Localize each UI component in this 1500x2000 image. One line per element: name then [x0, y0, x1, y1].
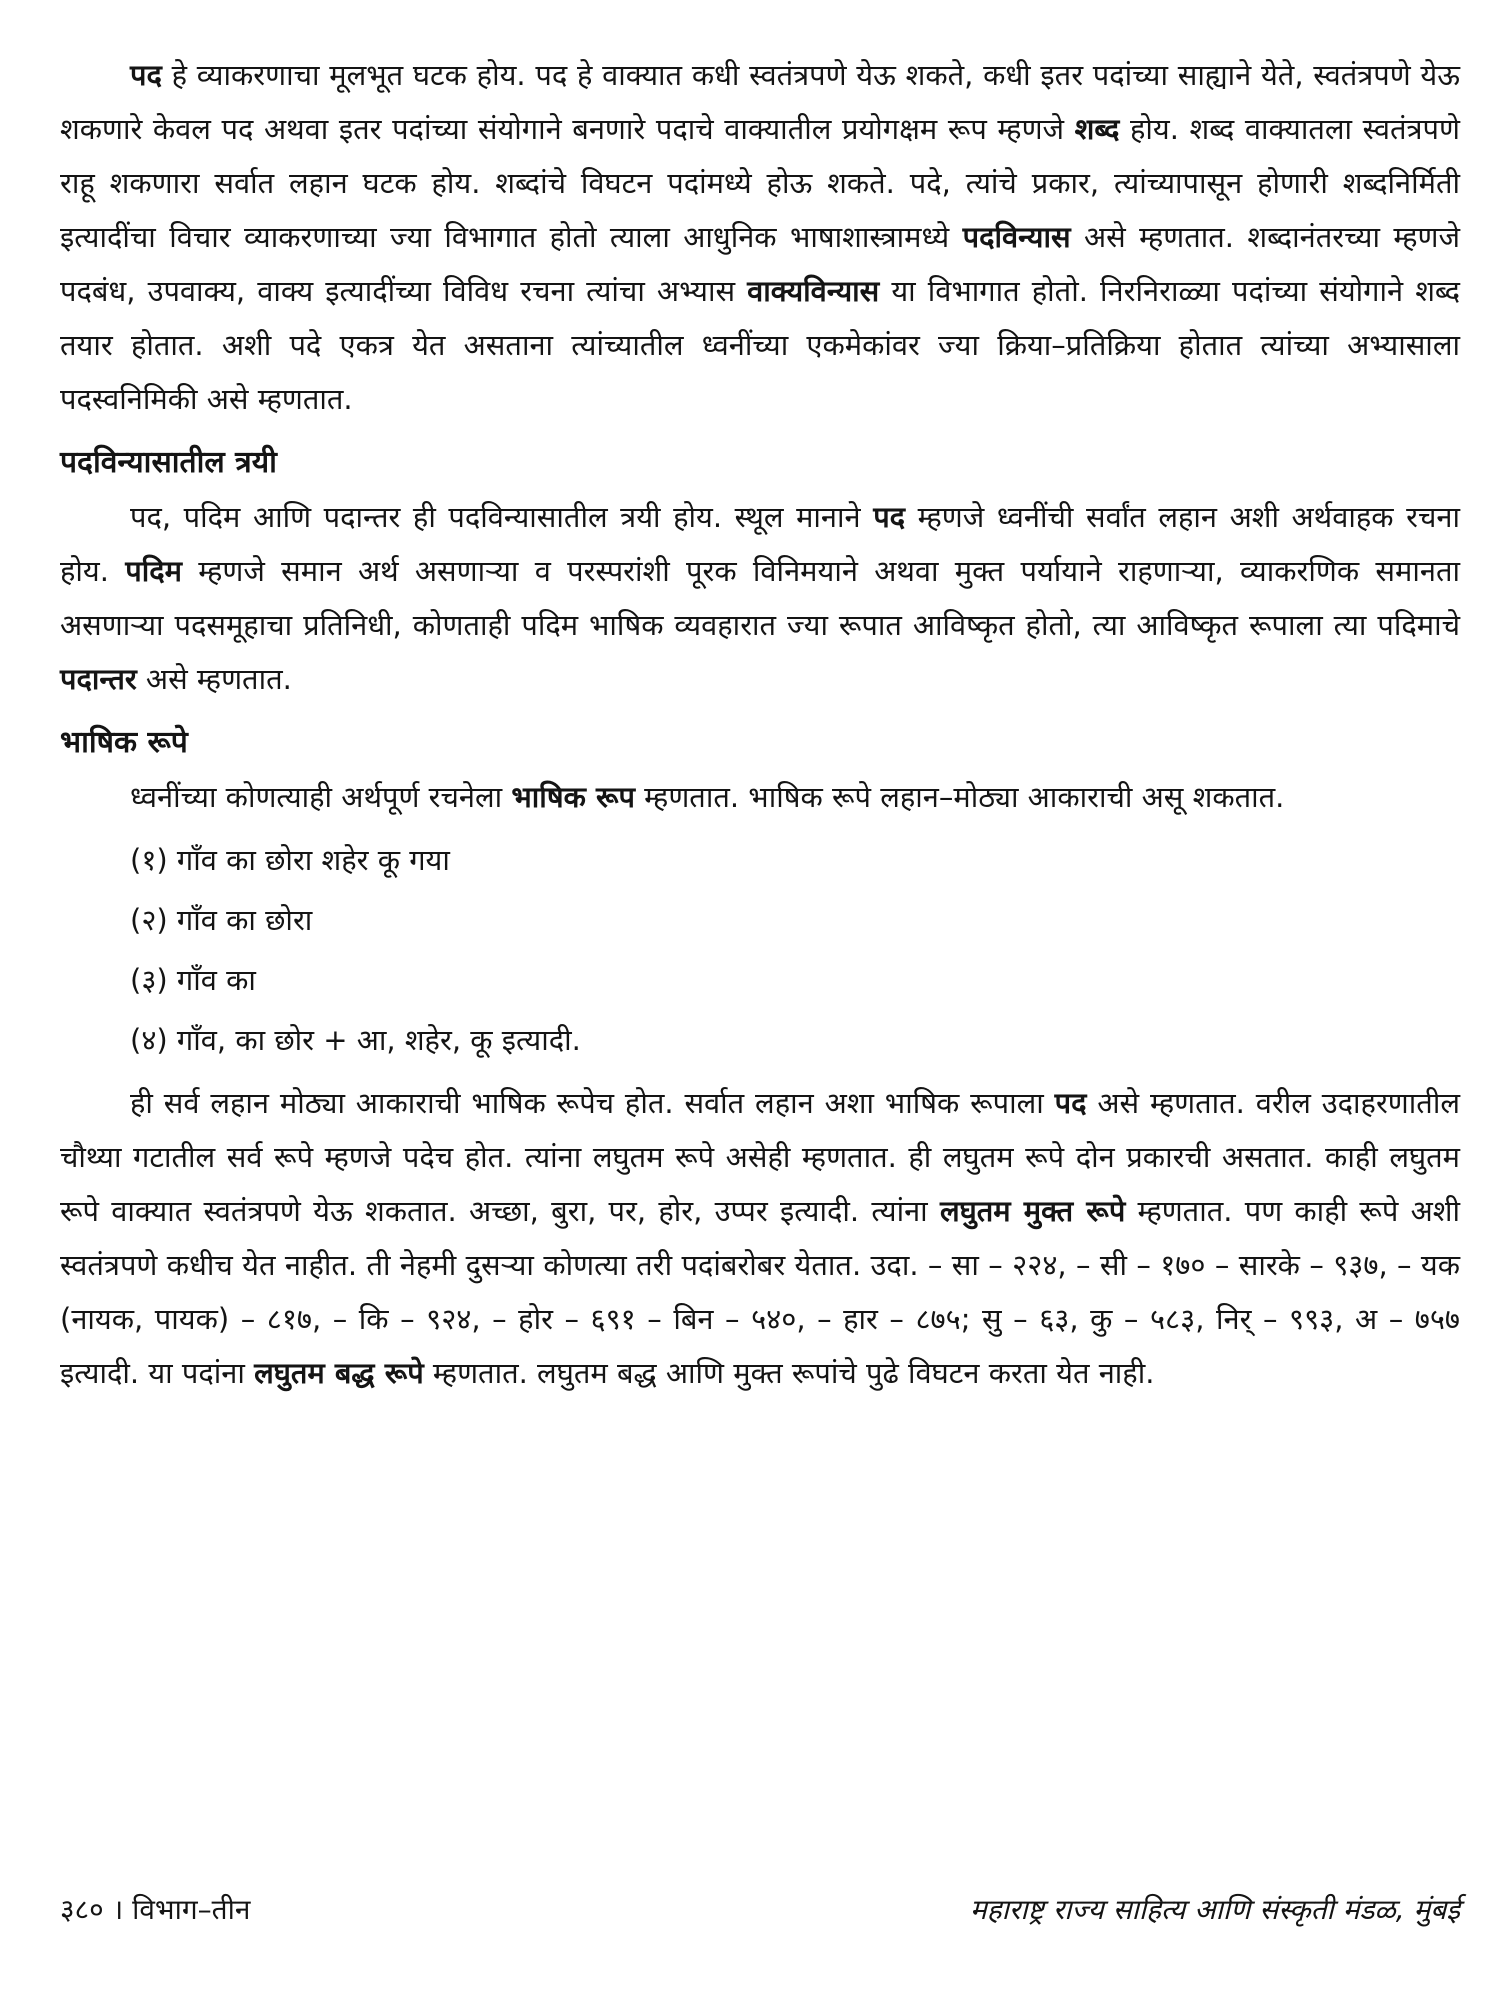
- example-item: (२) गाँव का छोरा: [130, 903, 313, 937]
- paragraph-pad-intro: [60, 48, 1460, 426]
- example-item: (३) गाँव का: [130, 963, 256, 997]
- text-run: ध्वनींच्या कोणत्याही अर्थपूर्ण रचनेला: [130, 780, 512, 814]
- term-vakyavinyas: वाक्यविन्यास: [747, 274, 880, 308]
- text-run: म्हणजे समान अर्थ असणाऱ्या व परस्परांशी पूरक विनिमयाने अथवा मुक्त पर्यायाने राहणाऱ्या, व्याकरणिक समानता असणाऱ्या पदसमूहाचा प्रतिनिधी, कोणताही पदिम भाषिक व्यवहारात ज्या रूपात आविष्कृत होतो, त्या आविष्कृत रूपाला त्या पदिमाचे: [60, 554, 1460, 642]
- term-shabda: शब्द: [1074, 112, 1120, 146]
- footer-page-number: ३८० । विभाग–तीन: [60, 1893, 251, 1926]
- text-run: ही सर्व लहान मोठ्या आकाराची भाषिक रूपेच होत. सर्वात लहान अशा भाषिक रूपाला: [130, 1086, 1055, 1120]
- term-bhashik-rup: भाषिक रूप: [511, 780, 635, 814]
- term-laghutam-mukta-rupe: लघुतम मुक्त रूपे: [939, 1194, 1126, 1228]
- term-laghutam-baddha-rupe: लघुतम बद्ध रूपे: [254, 1356, 424, 1390]
- paragraph-bhashik-rup: [60, 770, 1460, 824]
- text-run: असे म्हणतात.: [136, 662, 292, 696]
- text-run: म्हणतात. लघुतम बद्ध आणि मुक्त रूपांचे पुढे विघटन करता येत नाही.: [423, 1356, 1155, 1390]
- term-padantar: पदान्तर: [60, 662, 137, 696]
- text-run: म्हणतात. भाषिक रूपे लहान–मोठ्या आकाराची असू शकतात.: [634, 780, 1285, 814]
- heading-padvinyas-trayi: पदविन्यासातील त्रयी: [60, 445, 277, 480]
- term-pad: पद: [1054, 1086, 1087, 1120]
- text-run: म्हणतात. पण काही रूपे अशी स्वतंत्रपणे कधीच येत नाहीत. ती नेहमी दुसऱ्या कोणत्या तरी पदांबरोबर येतात. उदा. – सा – २२४, – सी – १७० – सारके – ९३७, – यक (नायक, पायक) – ८१७, – कि – ९२४, – होर – ६९१ – बिन – ५४०, – हार – ८७५; सु – ६३, कु – ५८३, निर् – ९९३, अ – ७५७ इत्यादी. या पदांना: [60, 1194, 1460, 1390]
- term-padvinyas: पदविन्यास: [962, 220, 1071, 254]
- text-run: म्हणजे ध्वनींची सर्वांत लहान अशी अर्थवाहक रचना होय.: [60, 500, 1460, 588]
- example-list: [60, 830, 1460, 1070]
- text-run: असे म्हणतात. वरील उदाहरणातील चौथ्या गटातील सर्व रूपे म्हणजे पदेच होत. त्यांना लघुतम रूपे असेही म्हणतात. ही लघुतम रूपे दोन प्रकारची असतात. काही लघुतम रूपे वाक्यात स्वतंत्रपणे येऊ शकतात. अच्छा, बुरा, पर, होर, उप्पर इत्यादी. त्यांना: [60, 1086, 1460, 1228]
- text-run: या विभागात होतो. निरनिराळ्या पदांच्या संयोगाने शब्द तयार होतात. अशी पदे एकत्र येत असताना त्यांच्यातील ध्वनींच्या एकमेकांवर ज्या क्रिया–प्रतिक्रिया होतात त्यांच्या अभ्यासाला पदस्वनिमिकी असे म्हणतात.: [60, 274, 1460, 416]
- text-run: पद, पदिम आणि पदान्तर ही पदविन्यासातील त्रयी होय. स्थूल मानाने: [130, 500, 874, 534]
- paragraph-trayi: [60, 490, 1460, 706]
- text-run: हे व्याकरणाचा मूलभूत घटक होय. पद हे वाक्यात कधी स्वतंत्रपणे येऊ शकते, कधी इतर पदांच्या साह्याने येते, स्वतंत्रपणे येऊ शकणारे केवल पद अथवा इतर पदांच्या संयोगाने बनणारे पदाचे वाक्यातील प्रयोगक्षम रूप म्हणजे: [60, 58, 1460, 146]
- footer-publisher: महाराष्ट्र राज्य साहित्य आणि संस्कृती मंडळ, मुंबई: [970, 1893, 1460, 1926]
- example-item: (१) गाँव का छोरा शहेर कू गया: [130, 843, 450, 877]
- term-pad: पद: [130, 58, 162, 92]
- paragraph-laghutam-rupe: [60, 1076, 1460, 1400]
- text-run: असे म्हणतात. शब्दानंतरच्या म्हणजे पदबंध, उपवाक्य, वाक्य इत्यादींच्या विविध रचना त्यांचा अभ्यास: [60, 220, 1460, 308]
- heading-bhashik-rupe: भाषिक रूपे: [60, 725, 188, 760]
- term-padim: पदिम: [125, 554, 182, 588]
- page-footer: [60, 1890, 1460, 1928]
- term-pad: पद: [873, 500, 906, 534]
- example-item: (४) गाँव, का छोर + आ, शहेर, कू इत्यादी.: [130, 1023, 581, 1057]
- text-run: होय. शब्द वाक्यातला स्वतंत्रपणे राहू शकणारा सर्वात लहान घटक होय. शब्दांचे विघटन पदांमध्ये होऊ शकते. पदे, त्यांचे प्रकार, त्यांच्यापासून होणारी शब्दनिर्मिती इत्यादींचा विचार व्याकरणाच्या ज्या विभागात होतो त्याला आधुनिक भाषाशास्त्रामध्ये: [60, 112, 1461, 254]
